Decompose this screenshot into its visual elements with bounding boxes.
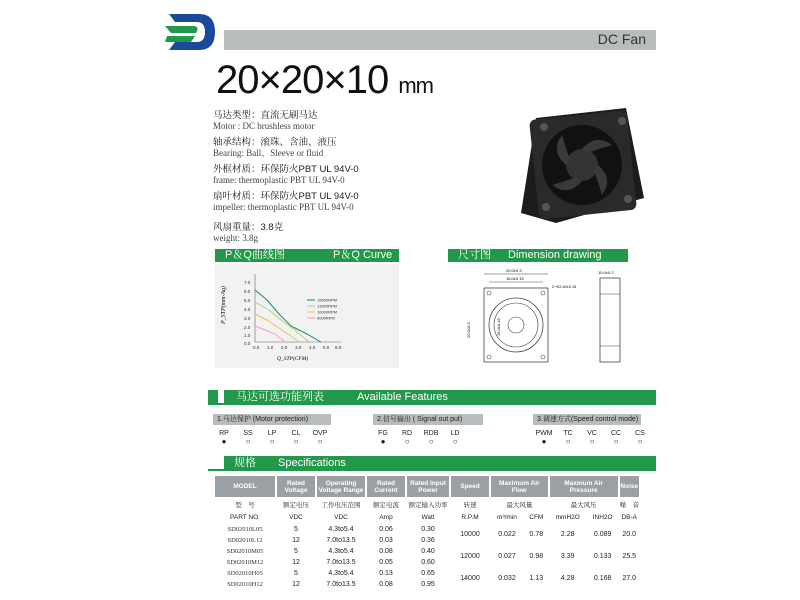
table-row: SD02010H12 12 7.0to13.5 0.08 0.95 [227,580,435,588]
table-header-row: MODEL Rated Voltage Operating Voltage Range Rated Current Rated Input Power Speed Maximum Air Flow Maxmum Air Pressure Noise [215,476,639,497]
banner-text: DC Fan [597,31,646,47]
svg-text:0.0: 0.0 [244,341,251,346]
specifications-table [213,475,641,590]
svg-text:6.0: 6.0 [335,345,342,350]
features-divider [208,403,656,405]
pq-legend [307,298,337,321]
speed-control-options: PWM ● TC ○ VC ○ CC ○ CS ○ [535,430,645,446]
svg-text:7.0: 7.0 [244,280,251,285]
signal-output-header: 2.信号输出 ( Signal out put) [373,414,483,425]
pq-curve-header: P＆Q曲线图 P＆Q Curve [215,249,399,262]
svg-text:13000RPM: 13000RPM [317,303,338,309]
spec-motor: 马达类型：直流无刷马达 Motor : DC brushless motor [213,110,318,131]
company-logo [163,12,217,52]
table-row: SD02010H05 5 4.3to5.4 0.13 0.65 14000 0.032 1.13 4.28 0.168 27.0 [227,569,637,582]
svg-text:3.0: 3.0 [295,345,302,350]
page-title: 20×20×10 mm [216,58,433,102]
spec-weight: 风扇重量：3.8克 weight: 3.8g [213,222,284,243]
table-cn-row: 型 号 额定电压 工作电压范围 额定电流 额定输入功率 转速 最大风量 最大风压 噪 音 [235,501,640,509]
dimension-header: 尺寸图 Dimension drawing [448,249,628,262]
pq-ylabel: P_STP(mm-Aq) [221,286,227,324]
svg-text:1.0: 1.0 [267,345,274,350]
pq-xticks [253,345,342,350]
specifications-divider [208,469,656,471]
top-banner [224,30,656,50]
table-row: SD02010L12 12 7.0to13.5 0.03 0.36 [227,536,435,544]
table-row: SD02010M05 5 4.3to5.4 0.08 0.40 12000 0.027 0.98 3.39 0.133 25.5 [226,547,637,560]
dimension-drawing [448,266,638,370]
spec-bearing: 轴承结构：滚珠、含油、液压 Bearing: Ball、Sleeve or fluid [213,137,337,158]
table-row: SD02010L05 5 4.3to5.4 0.06 0.30 10000 0.022 0.78 2.28 0.089 20.0 [227,525,637,538]
signal-output-options: FG ● RD ○ RDB ○ LD ○ [378,430,460,446]
svg-text:5.0: 5.0 [323,345,330,350]
svg-text:2.0: 2.0 [281,345,288,350]
pq-line-13000 [255,302,309,342]
svg-text:9000RPM: 9000RPM [317,315,335,321]
fan-product-image [516,103,646,228]
svg-text:5.0: 5.0 [244,298,251,303]
specifications-header: 规格 Specifications [208,456,656,470]
svg-text:6.0: 6.0 [244,289,251,294]
features-header: 马达可选功能列表 Available Features [208,390,656,404]
svg-text:2.0: 2.0 [244,325,251,330]
svg-text:3.0: 3.0 [244,316,251,321]
svg-text:2~Φ2.40±0.15: 2~Φ2.40±0.15 [552,285,577,289]
pq-chart-panel [215,264,399,368]
pq-xlabel: Q_STP(CFM) [277,356,309,362]
table-row: SD02010M12 12 7.0to13.5 0.05 0.60 [226,558,435,566]
motor-protection-options: RP ● SS ○ LP ○ CL ○ OVP ○ [219,430,328,446]
svg-text:16.0±0.15: 16.0±0.15 [506,276,524,281]
svg-text:4.0: 4.0 [309,345,316,350]
svg-text:1.0: 1.0 [244,333,251,338]
spec-impeller: 扇叶材质：环保防火PBT UL 94V-0 impeller: thermoplastic PBT UL 94V-0 [213,191,359,212]
svg-text:10.0±0.2: 10.0±0.2 [598,270,614,275]
svg-text:15000RPM: 15000RPM [317,297,338,303]
svg-text:20.0±0.3: 20.0±0.3 [466,322,471,338]
svg-text:16.0±0.15: 16.0±0.15 [496,318,501,336]
pq-chart [215,264,399,368]
speed-control-header: 3.调速方式(Speed control mode) [533,414,641,425]
svg-text:0.0: 0.0 [253,345,260,350]
svg-text:20.0±0.3: 20.0±0.3 [506,268,522,273]
pq-yticks [244,280,251,346]
svg-text:4.0: 4.0 [244,307,251,312]
motor-protection-header: 1.马达保护 (Motor protection) [213,414,331,425]
table-unit-row: PART NO. VDC VDC Amp Watt R.P.M m³/min CFM mmH2O INH2O DB-A [230,513,638,521]
spec-frame: 外框材质：环保防火PBT UL 94V-0 frame: thermoplastic PBT UL 94V-0 [213,164,359,185]
svg-text:10000RPM: 10000RPM [317,309,338,315]
